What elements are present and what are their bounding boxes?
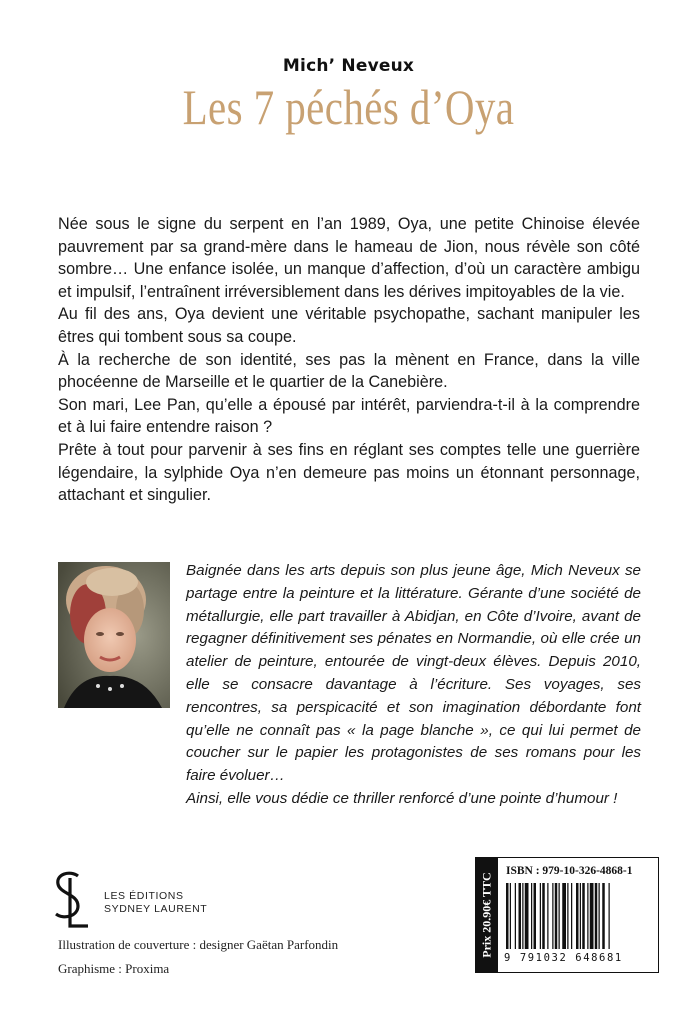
- price-strip: [476, 858, 498, 972]
- bio-paragraph: Ainsi, elle vous dédie ce thriller renforcé d’une pointe d’humour !: [186, 789, 618, 807]
- publisher-name: [104, 890, 207, 916]
- barcode-bars: [506, 883, 652, 951]
- author-photo: [58, 562, 170, 708]
- bio-paragraph: Baignée dans les arts depuis son plus jeune âge, Mich Neveux se partage entre la peinture et la littérature. Gérante d’une société de métallurgie, elle part travailler à Abidjan, en Côte d’Ivoire, avant de regagner définitivement ses pénates en Normandie, où elle crée un atelier de peinture, entourée de vingt-deux élèves. Depuis 2010, elle se consacre davantage à l’écriture. Ses voyages, ses rencontres, sa perspicacité et son imagination débordante font qu’elle ne connaît pas « la page blanche », ce qui lui permet de coucher sur le papier les protagonistes de ses romans pour les faire évoluer…: [186, 562, 641, 785]
- synopsis-paragraph: Née sous le signe du serpent en l’an 1989, Oya, une petite Chinoise élevée pauvrement par sa grand-mère dans le hameau de Jion, nous révèle son côté sombre… Une enfance isolée, un manque d’affection, d’où un caractère ambigu et impulsif, l’entraînent irréversiblement dans les dérives impitoyables de la vie.: [58, 215, 640, 301]
- synopsis-paragraph: Son mari, Lee Pan, qu’elle a épousé par intérêt, parviendra-t-il à la comprendre et à lui faire entendre raison ?: [58, 395, 640, 437]
- price-label: Prix 20.90€ TTC: [479, 872, 494, 958]
- ean-digits: 9 791032 648681: [504, 952, 623, 964]
- synopsis-paragraph: À la recherche de son identité, ses pas la mènent en France, dans la ville phocéenne de Marseille et le quartier de la Canebière.: [58, 350, 640, 392]
- design-credit: Graphisme : Proxima: [58, 961, 170, 976]
- publisher-line: SYDNEY LAURENT: [104, 903, 208, 915]
- synopsis-paragraph: Au fil des ans, Oya devient une véritable psychopathe, sachant manipuler les êtres qui tombent sous sa coupe.: [58, 305, 640, 346]
- synopsis: [58, 213, 640, 507]
- synopsis-paragraph: Prête à tout pour parvenir à ses fins en réglant ses comptes telle une guerrière légendaire, la sylphide Oya n’en demeure pas moins un étonnant personnage, attachant et singulier.: [58, 440, 640, 505]
- isbn-label: ISBN : 979-10-326-4868-1: [506, 865, 633, 877]
- publisher-logo: [48, 870, 94, 932]
- author-bio: [186, 560, 641, 811]
- publisher-line: LES ÉDITIONS: [104, 890, 184, 902]
- book-title: Les 7 péchés d’Oya: [182, 79, 515, 135]
- illustration-credit: Illustration de couverture : designer Gaëtan Parfondin: [58, 937, 339, 952]
- barcode-block: [475, 857, 659, 973]
- author-name: Mich’ Neveux: [282, 56, 415, 76]
